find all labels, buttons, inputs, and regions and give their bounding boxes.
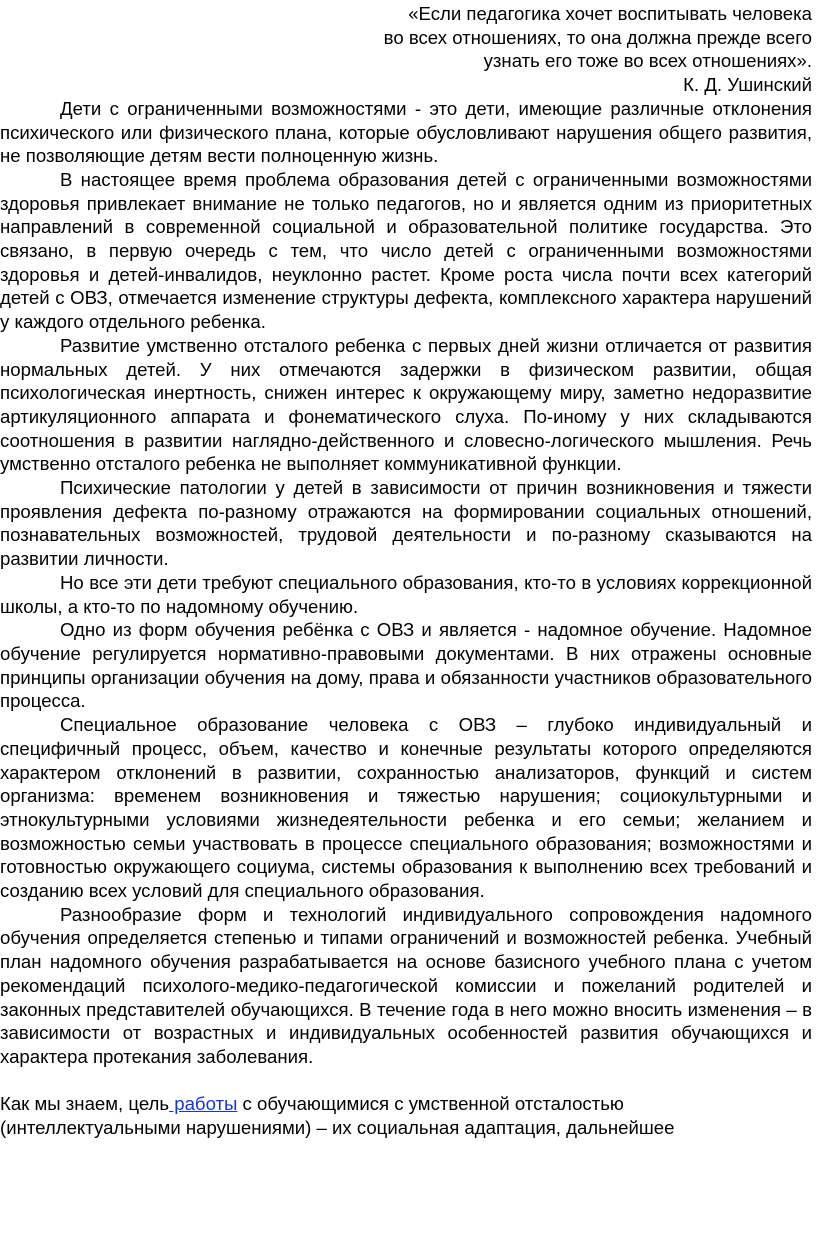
paragraph-development: Развитие умственно отсталого ребенка с первых дней жизни отличается от развития нормальных детей. У них отмечаются задержки в физическом развитии, общая психологическая инертность, снижен интерес к окружающему миру, заметно недоразвитие артикуляционного аппарата и фонематического слуха. По-иному у них складываются соотношения в развитии наглядно-действенного и словесно-логического мышления. Речь умственно отсталого ребенка не выполняет коммуникативной функции.: [0, 334, 812, 475]
goal-text-start: Как мы знаем, цель: [0, 1093, 170, 1115]
paragraph-special-education-process: Специальное образование человека с ОВЗ – глубоко индивидуальный и специфичный процесс, объем, качество и конечные результаты которого определяются характером отклонений в развитии, сохранностью анализаторов, функций и систем организма: временем возникновения и тяжестью нарушения; социокультурными и этнокультурными условиями жизнедеятельности ребенка и его семьи; желанием и возможностью семьи участвовать в процессе специального образования; возможностями и готовностью окружающего социума, системы образования к выполнению всех требований и созданию всех условий для специального образования.: [0, 714, 812, 902]
blank-line: [0, 1069, 812, 1093]
epigraph-line-3: узнать его тоже во всех отношениях».: [483, 50, 812, 72]
epigraph: [0, 0, 812, 97]
paragraph-education-problem: В настоящее время проблема образования детей с ограниченными возможностями здоровья привлекает внимание не только педагогов, но и является одним из приоритетных направлений в современной социальной и образовательной политике государства. Это связано, в первую очередь с тем, что число детей с ограниченными возможностями здоровья и детей-инвалидов, неуклонно растет. Кроме роста числа почти всех категорий детей с ОВЗ, отмечается изменение структуры дефекта, комплексного характера нарушений у каждого отдельного ребенка.: [0, 168, 812, 333]
epigraph-author: К. Д. Ушинский: [683, 74, 812, 96]
epigraph-line-2: во всех отношениях, то она должна прежде всего: [383, 26, 812, 48]
body-text: [0, 97, 812, 1069]
goal-text-line-2: (интеллектуальными нарушениями) – их социальная адаптация, дальнейшее: [0, 1117, 675, 1139]
paragraph-home-schooling: Одно из форм обучения ребёнка с ОВЗ и является - надомное обучение. Надомное обучение регулируется нормативно-правовыми документами. В них отражены основные принципы организации обучения на дому, права и обязанности участников образовательного процесса.: [0, 619, 812, 712]
paragraph-definition: Дети с ограниченными возможностями - это дети, имеющие различные отклонения психического или физического плана, которые обусловливают нарушения общего развития, не позволяющие детям вести полноценную жизнь.: [0, 97, 812, 167]
goal-text-end: с обучающимися с умственной отсталостью: [237, 1093, 624, 1115]
paragraph-pathologies: Психические патологии у детей в зависимости от причин возникновения и тяжести проявления дефекта по-разному отражаются на формировании социальных отношений, познавательных возможностей, трудовой деятельности и по-разному сказываются на развитии личности.: [0, 477, 812, 570]
paragraph-forms-technologies: Разнообразие форм и технологий индивидуального сопровождения надомного обучения определяется степенью и типами ограничений и возможностей ребенка. Учебный план надомного обучения разрабатывается на основе базисного учебного плана с учетом рекомендаций психолого-медико-педагогической комиссии и пожеланий родителей и законных представителей обучающихся. В течение года в него можно вносить изменения – в зависимости от возрастных и индивидуальных особенностей развития обучающихся и характера протекания заболевания.: [0, 903, 812, 1067]
paragraph-goal: [0, 1092, 812, 1139]
paragraph-special-education-need: Но все эти дети требуют специального образования, кто-то в условиях коррекционной школы, а кто-то по надомному обучению.: [0, 571, 812, 617]
epigraph-line-1: «Если педагогика хочет воспитывать человека: [408, 3, 812, 24]
work-link[interactable]: работы: [169, 1093, 238, 1115]
